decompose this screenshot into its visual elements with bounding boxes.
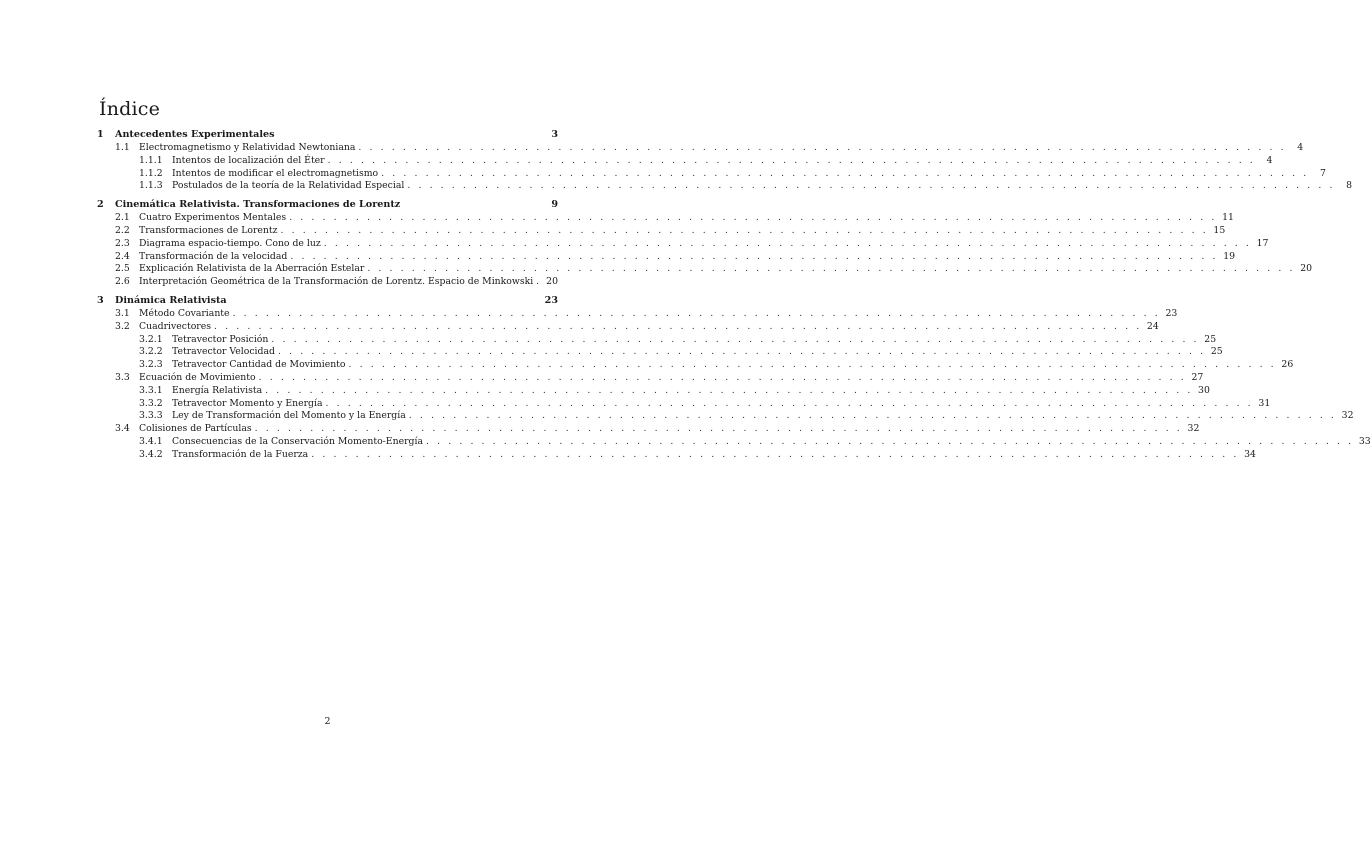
toc-entry-title: Colisiones de Partículas [139,423,252,435]
toc-entry-number: 2.3 [115,237,130,249]
toc-entry-number: 3.3 [115,371,130,383]
toc-entry-number: 1.1.1 [139,154,163,166]
toc-entry-title: Postulados de la teoría de la Relatividad Especial [172,180,405,192]
toc-section-entry[interactable] [97,371,1204,385]
toc-entry-number: 2.4 [115,250,130,262]
toc-section-entry[interactable] [97,307,1178,321]
toc-entry-title: Cuatro Experimentos Mentales [139,212,287,224]
toc-chapter-entry[interactable] [97,198,558,212]
toc-section-entry[interactable] [97,276,558,289]
toc-entry-title: Ley de Transformación del Momento y la Energía [172,410,406,422]
toc-entry-page: 32 [1341,410,1354,422]
toc-entry-page: 27 [1191,371,1204,383]
toc-dot-leader [290,251,1218,264]
toc-chapter-entry[interactable] [97,128,558,142]
toc-heading: Índice [99,98,161,120]
toc-entry-page: 3 [551,129,558,140]
table-of-contents [97,128,1371,462]
toc-entry-title: Consecuencias de la Conservación Momento-Energía [172,435,423,447]
toc-entry-title: Intentos de localización del Éter [172,154,325,166]
toc-dot-leader [255,423,1183,436]
toc-subsection-entry[interactable] [97,384,1210,398]
toc-entry-title: Transformación de la Fuerza [172,448,309,460]
toc-subsection-entry[interactable] [97,359,1294,372]
toc-entry-title: Ecuación de Movimiento [139,371,256,383]
toc-entry-title: Explicación Relativista de la Aberración Estelar [139,263,365,275]
toc-entry-number: 3.4.2 [139,448,163,460]
toc-chapter-entry[interactable] [97,294,558,308]
toc-entry-number: 3.3.1 [139,384,163,396]
toc-entry-number: 3.1 [115,307,130,319]
toc-section-entry[interactable] [97,250,1236,264]
toc-entry-page: 17 [1256,237,1269,249]
page-number: 2 [324,716,331,727]
toc-entry-title: Intentos de modificar el electromagnetismo [172,167,379,179]
toc-section-entry[interactable] [97,320,1159,334]
toc-dot-leader [289,212,1217,225]
toc-dot-leader [259,372,1187,385]
toc-entry-page: 25 [1210,346,1223,358]
toc-dot-leader [409,410,1337,423]
toc-dot-leader [358,142,1286,155]
toc-entry-page: 7 [1319,167,1326,179]
toc-entry-title: Tetravector Momento y Energía [172,397,323,409]
toc-section-entry[interactable] [97,224,1226,238]
toc-entry-title: Transformación de la velocidad [139,250,288,262]
toc-dot-leader [311,449,1239,462]
toc-entry-page: 24 [1146,320,1159,332]
toc-dot-leader [407,180,1335,193]
toc-entry-page: 15 [1213,224,1226,236]
toc-entry-title: Método Covariante [139,307,230,319]
toc-dot-leader [426,436,1354,449]
toc-entry-title: Tetravector Velocidad [172,346,275,358]
toc-entry-title: Cuadrivectores [139,320,212,332]
toc-subsection-entry[interactable] [97,410,1354,423]
toc-entry-title: Diagrama espacio-tiempo. Cono de luz [139,237,321,249]
toc-entry-title: Energía Relativista [172,384,263,396]
toc-entry-number: 2 [97,199,104,211]
toc-subsection-entry[interactable] [97,435,1371,449]
toc-dot-leader [278,346,1206,359]
toc-entry-number: 1 [97,129,104,140]
toc-entry-title: Interpretación Geométrica de la Transformación de Lorentz. Espacio de Minkowski . [139,276,540,288]
toc-entry-page: 30 [1198,384,1210,396]
toc-entry-number: 3.4 [115,423,130,435]
toc-subsection-entry[interactable] [97,397,1271,411]
toc-dot-leader [326,398,1254,411]
toc-section-entry[interactable] [97,237,1269,251]
toc-entry-number: 2.6 [115,276,130,288]
toc-dot-leader [324,238,1252,251]
toc-entry-number: 2.5 [115,263,130,275]
toc-dot-leader [265,385,1193,398]
toc-entry-number: 3.2.2 [139,346,163,358]
toc-subsection-entry[interactable] [97,346,1223,359]
toc-entry-number: 2.1 [115,212,130,224]
toc-entry-page: 20 [546,276,558,288]
toc-section-entry[interactable] [97,263,1313,276]
toc-entry-page: 20 [1300,263,1313,275]
toc-dot-leader [328,155,1256,168]
toc-subsection-entry[interactable] [97,180,1353,193]
toc-dot-leader [349,359,1277,372]
toc-entry-number: 3.3.3 [139,410,163,422]
toc-subsection-entry[interactable] [97,333,1217,347]
toc-dot-leader [381,168,1309,181]
toc-entry-number: 3.2.1 [139,333,163,345]
toc-entry-title: Tetravector Cantidad de Movimiento [172,359,346,371]
toc-entry-page: 9 [551,199,558,211]
toc-entry-number: 1.1 [115,142,130,153]
toc-entry-title: Antecedentes Experimentales [115,129,275,140]
toc-entry-page: 11 [1222,212,1234,224]
toc-entry-number: 2.2 [115,224,130,236]
toc-entry-page: 31 [1258,397,1271,409]
toc-entry-page: 25 [1204,333,1217,345]
toc-entry-page: 19 [1223,250,1236,262]
toc-section-entry[interactable] [97,423,1200,436]
toc-entry-title: Cinemática Relativista. Transformaciones de Lorentz [115,199,401,211]
toc-entry-page: 32 [1187,423,1200,435]
toc-entry-title: Electromagnetismo y Relatividad Newtoniana [139,142,356,153]
toc-dot-leader [271,334,1199,347]
toc-section-entry[interactable] [97,212,1234,225]
toc-dot-leader [233,308,1161,321]
toc-entry-number: 3.4.1 [139,435,163,447]
toc-entry-page: 34 [1244,448,1256,460]
toc-entry-number: 3.2.3 [139,359,163,371]
toc-dot-leader [214,321,1142,334]
toc-entry-page: 33 [1358,435,1371,447]
toc-entry-number: 3 [97,294,104,306]
toc-subsection-entry[interactable] [97,167,1326,181]
toc-entry-number: 3.2 [115,320,130,332]
toc-entry-number: 3.3.2 [139,397,163,409]
toc-entry-title: Transformaciones de Lorentz [139,224,278,236]
toc-section-entry[interactable] [97,142,1304,155]
toc-subsection-entry[interactable] [97,154,1273,168]
toc-entry-page: 4 [1266,154,1273,166]
toc-entry-page: 23 [544,294,558,306]
toc-dot-leader [367,263,1295,276]
toc-dot-leader [281,225,1209,238]
toc-entry-number: 1.1.2 [139,167,163,179]
toc-subsection-entry[interactable] [97,448,1256,462]
toc-entry-page: 23 [1165,307,1178,319]
toc-entry-title: Tetravector Posición [172,333,269,345]
toc-entry-page: 26 [1281,359,1294,371]
toc-entry-page: 4 [1297,142,1304,153]
toc-entry-number: 1.1.3 [139,180,163,192]
toc-entry-title: Dinámica Relativista [115,294,227,306]
toc-entry-page: 8 [1346,180,1353,192]
